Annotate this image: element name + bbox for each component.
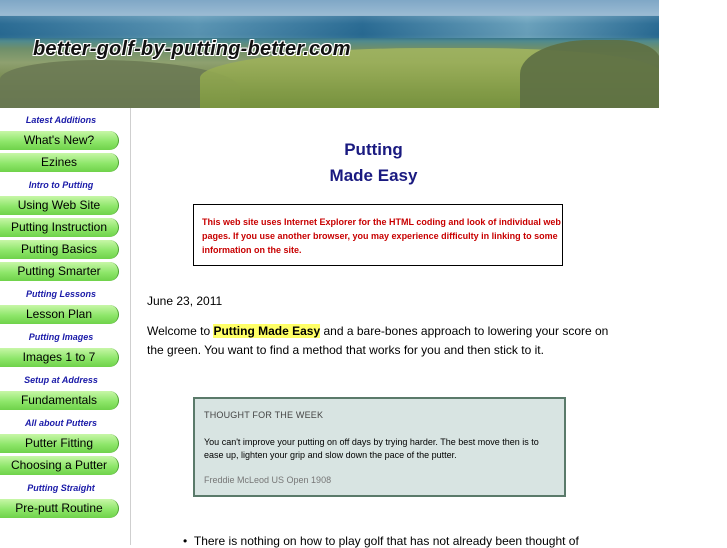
section-latest-additions: Latest Additions xyxy=(25,115,97,125)
browser-notice-text: This web site uses Internet Explorer for the HTML coding and look of individual web pages. If you use another browser, you may experience difficulty in linking to some information on the site. xyxy=(202,217,561,255)
browser-notice-box xyxy=(193,204,563,266)
nav-putting-instruction[interactable]: Putting Instruction xyxy=(0,218,119,237)
welcome-suffix: and a bare-bones approach to lowering your score on the green. You want to find a method that works for you and then stick to it. xyxy=(147,324,609,357)
nav-putting-basics[interactable]: Putting Basics xyxy=(0,240,119,259)
main-content xyxy=(130,108,727,548)
list-item: • There is nothing on how to play golf that has not already been thought of xyxy=(183,534,579,548)
nav-using-web-site[interactable]: Using Web Site xyxy=(0,196,119,215)
nav-fundamentals[interactable]: Fundamentals xyxy=(0,391,119,410)
page-date: June 23, 2011 xyxy=(147,294,223,308)
nav-putting-smarter[interactable]: Putting Smarter xyxy=(0,262,119,281)
page-title-line1: Putting xyxy=(344,140,403,159)
thought-header: THOUGHT FOR THE WEEK xyxy=(204,410,324,420)
thought-for-week-box xyxy=(193,397,566,497)
section-intro-to-putting: Intro to Putting xyxy=(28,180,94,190)
banner-ocean xyxy=(0,16,659,38)
sidebar-nav xyxy=(0,110,122,521)
nav-whats-new[interactable]: What's New? xyxy=(0,131,119,150)
nav-ezines[interactable]: Ezines xyxy=(0,153,119,172)
section-setup-at-address: Setup at Address xyxy=(24,375,98,385)
section-putting-straight: Putting Straight xyxy=(27,483,95,493)
site-title: better-golf-by-putting-better.com xyxy=(33,38,351,60)
section-all-about-putters: All about Putters xyxy=(24,418,97,428)
nav-choosing-a-putter[interactable]: Choosing a Putter xyxy=(0,456,119,475)
nav-lesson-plan[interactable]: Lesson Plan xyxy=(0,305,119,324)
welcome-prefix: Welcome to xyxy=(147,324,214,338)
nav-putter-fitting[interactable]: Putter Fitting xyxy=(0,434,119,453)
welcome-highlight: Putting Made Easy xyxy=(213,324,321,338)
section-putting-lessons: Putting Lessons xyxy=(25,289,96,299)
page-title-line2: Made Easy xyxy=(329,166,418,185)
section-putting-images: Putting Images xyxy=(28,332,94,342)
nav-images-1-to-7[interactable]: Images 1 to 7 xyxy=(0,348,119,367)
nav-pre-putt-routine[interactable]: Pre-putt Routine xyxy=(0,499,119,518)
site-banner xyxy=(0,0,659,108)
welcome-paragraph xyxy=(147,322,617,360)
thought-body: You can't improve your putting on off days by trying harder. The best move then is to ease up, lighten your grip and slow down the pace of the putter. xyxy=(204,437,539,460)
banner-bush-right xyxy=(520,40,659,108)
thought-author: Freddie McLeod US Open 1908 xyxy=(204,475,332,485)
list-item-text: There is nothing on how to play golf that has not already been thought of xyxy=(193,534,579,548)
